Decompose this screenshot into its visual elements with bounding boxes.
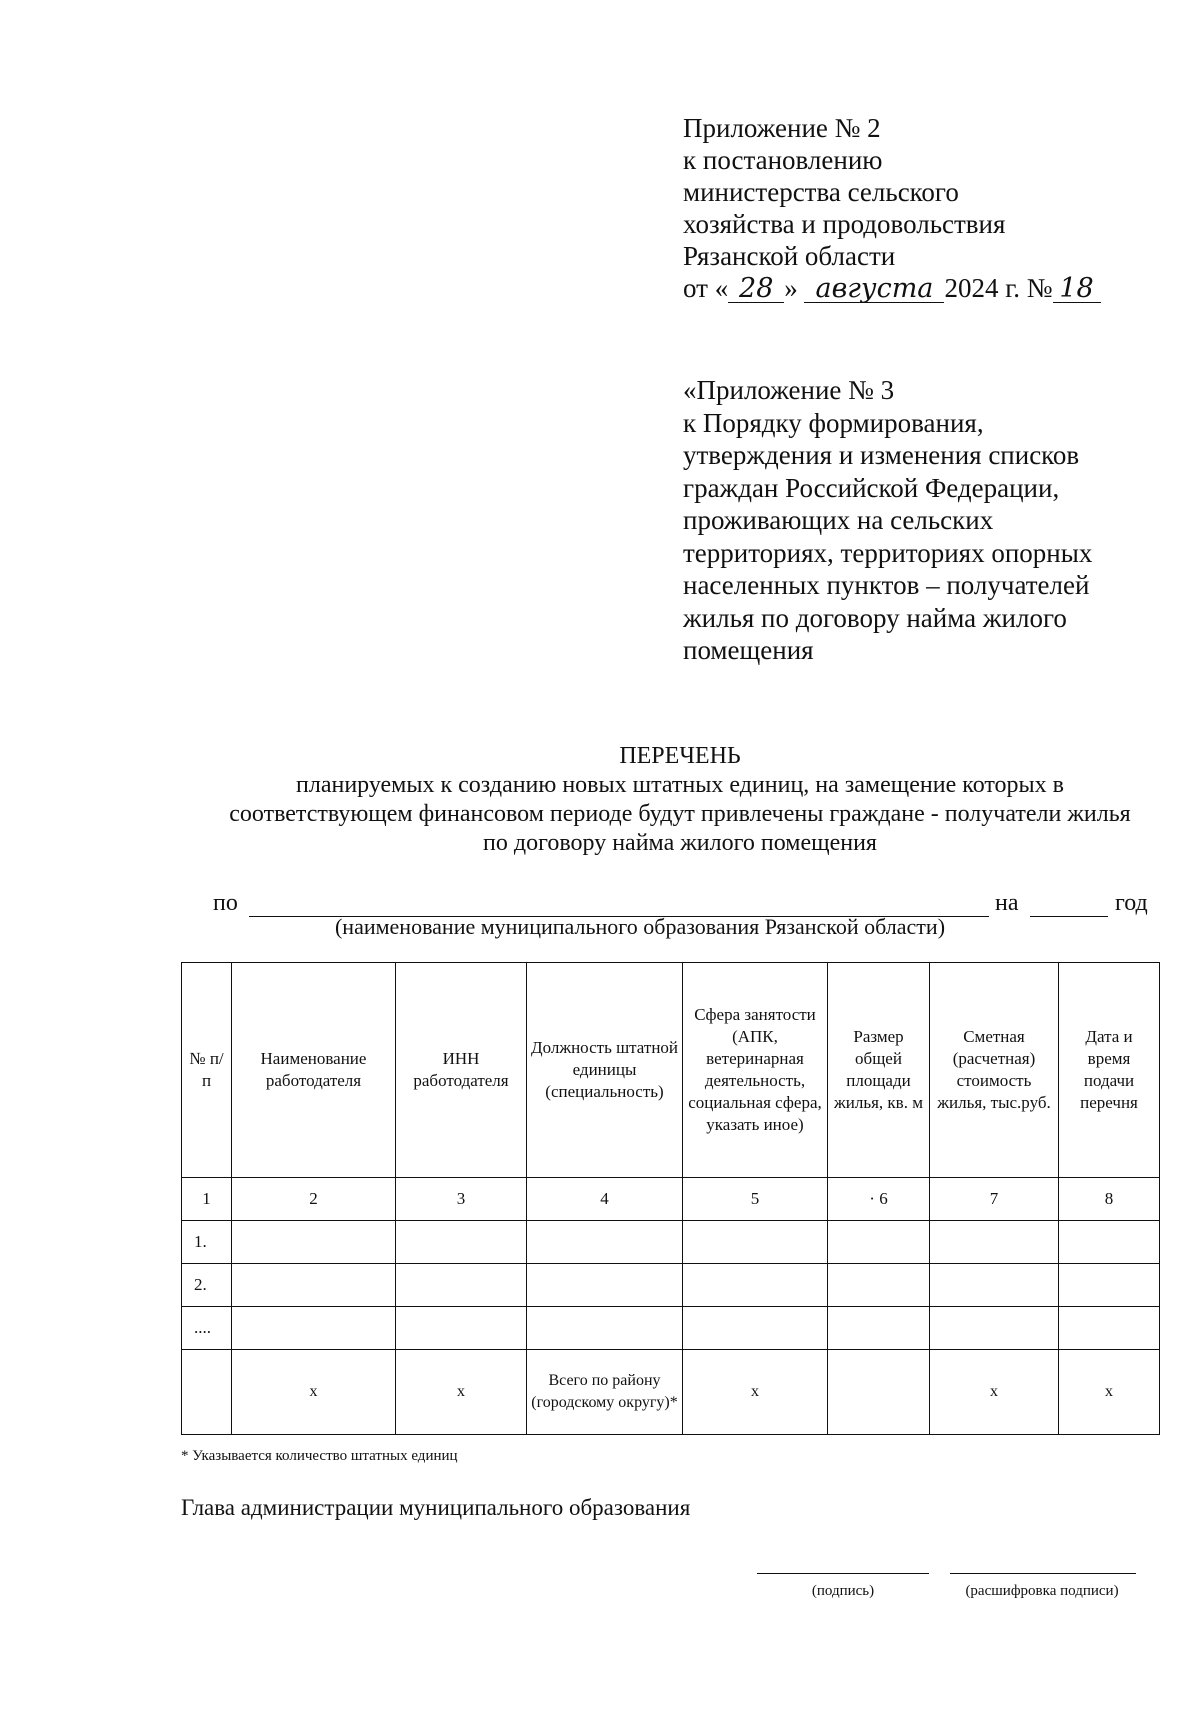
table-cell[interactable] <box>1059 1264 1160 1307</box>
signature-caption: (подпись) <box>811 1583 875 1599</box>
signatory-title: Глава администрации муниципального образования <box>181 1495 691 1520</box>
appendix-2-line: к постановлению <box>683 145 883 175</box>
table-cell[interactable] <box>527 1264 683 1307</box>
na-label: на <box>995 890 1019 916</box>
appendix-2-line: Приложение № 2 <box>683 113 881 143</box>
total-cell: х <box>396 1350 527 1435</box>
appendix-2-line: Рязанской области <box>683 241 896 271</box>
title-subline: соответствующем финансовом периоде будут привлечены граждане - получатели жилья <box>229 801 1131 827</box>
row-number: .... <box>182 1307 232 1350</box>
table-cell[interactable] <box>527 1307 683 1350</box>
handwritten-day: 28 <box>728 276 784 303</box>
table-cell[interactable] <box>828 1221 930 1264</box>
total-row <box>182 1350 1160 1435</box>
column-numbers-row <box>182 1178 1160 1221</box>
total-cell: х <box>930 1350 1059 1435</box>
signature-decode-blank[interactable] <box>950 1573 1136 1574</box>
column-number: 3 <box>396 1178 527 1221</box>
appendix-3-line: проживающих на сельских <box>683 505 994 535</box>
total-label: Всего по району (городскому округу)* <box>527 1350 683 1435</box>
appendix-3-line: к Порядку формирования, <box>683 407 984 438</box>
title-subline: планируемых к созданию новых штатных единиц, на замещение которых в <box>296 772 1064 798</box>
table-cell[interactable] <box>683 1264 828 1307</box>
header-cell-employer: Наименование работодателя <box>232 963 396 1178</box>
appendix-3-line: жилья по договору найма жилого <box>683 602 1067 633</box>
table-cell[interactable] <box>930 1264 1059 1307</box>
appendix-3-line: утверждения и изменения списков <box>683 440 1080 470</box>
column-number: 4 <box>527 1178 683 1221</box>
table-row <box>182 1307 1160 1350</box>
table-cell[interactable] <box>828 1264 930 1307</box>
document-title: ПЕРЕЧЕНЬ <box>619 743 741 769</box>
po-label: по <box>213 890 238 916</box>
table-row <box>182 1264 1160 1307</box>
total-cell: х <box>683 1350 828 1435</box>
appendix-2-line: хозяйства и продовольствия <box>683 209 1006 239</box>
table-cell[interactable] <box>1059 1221 1160 1264</box>
table-cell[interactable] <box>232 1221 396 1264</box>
municipality-caption: (наименование муниципального образования Рязанской области) <box>334 914 946 939</box>
handwritten-month: августа <box>804 276 944 303</box>
total-cell <box>182 1350 232 1435</box>
table-cell[interactable] <box>396 1264 527 1307</box>
god-label: год <box>1115 890 1148 916</box>
appendix-3-header <box>683 374 1153 667</box>
appendix-3-line: населенных пунктов – получателей <box>683 570 1090 600</box>
staff-units-table <box>181 962 1160 1435</box>
table-cell[interactable] <box>396 1221 527 1264</box>
handwritten-number: 18 <box>1053 276 1101 303</box>
appendix-2-line: министерства сельского <box>683 177 959 207</box>
column-number: 7 <box>930 1178 1059 1221</box>
column-number: · 6 <box>828 1178 930 1221</box>
appendix-3-line: «Приложение № 3 <box>683 375 895 405</box>
row-number: 1. <box>182 1221 232 1264</box>
table-cell[interactable] <box>232 1264 396 1307</box>
column-number: 2 <box>232 1178 396 1221</box>
header-cell-sphere: Сфера занятости (АПК, ветеринарная деятельность, социальная сфера, указать иное) <box>683 963 828 1178</box>
signature-decode-caption: (расшифровка подписи) <box>965 1583 1119 1599</box>
table-cell[interactable] <box>396 1307 527 1350</box>
footnote: * Указывается количество штатных единиц <box>181 1448 458 1464</box>
date-mid: » <box>784 273 798 303</box>
header-cell-cost: Сметная (расчетная) стоимость жилья, тыс.руб. <box>930 963 1059 1178</box>
row-number: 2. <box>182 1264 232 1307</box>
appendix-3-line: граждан Российской Федерации, <box>683 472 1060 503</box>
date-prefix: от « <box>683 273 729 303</box>
table-cell[interactable] <box>828 1307 930 1350</box>
title-subline: по договору найма жилого помещения <box>483 830 877 856</box>
total-cell[interactable] <box>828 1350 930 1435</box>
signature-blank[interactable] <box>757 1573 929 1574</box>
header-cell-number: № п/п <box>182 963 232 1178</box>
table-header-row <box>182 963 1160 1178</box>
appendix-2-header <box>683 112 1163 304</box>
header-cell-position: Должность штатной единицы (специальность) <box>527 963 683 1178</box>
year-blank[interactable] <box>1030 916 1108 917</box>
table-cell[interactable] <box>527 1221 683 1264</box>
total-cell: х <box>232 1350 396 1435</box>
column-number: 1 <box>182 1178 232 1221</box>
table-cell[interactable] <box>683 1221 828 1264</box>
header-cell-area: Размер общей площади жилья, кв. м <box>828 963 930 1178</box>
header-cell-date: Дата и время подачи перечня <box>1059 963 1160 1178</box>
table-cell[interactable] <box>930 1307 1059 1350</box>
date-line <box>683 272 1163 304</box>
table-cell[interactable] <box>232 1307 396 1350</box>
appendix-3-line: территориях, территориях опорных <box>683 537 1093 568</box>
table-cell[interactable] <box>930 1221 1059 1264</box>
table-cell[interactable] <box>683 1307 828 1350</box>
table-row <box>182 1221 1160 1264</box>
table-cell[interactable] <box>1059 1307 1160 1350</box>
header-cell-inn: ИНН работодателя <box>396 963 527 1178</box>
column-number: 8 <box>1059 1178 1160 1221</box>
column-number: 5 <box>683 1178 828 1221</box>
appendix-3-line: помещения <box>683 635 814 665</box>
year-text: 2024 г. № <box>944 273 1053 303</box>
total-cell: х <box>1059 1350 1160 1435</box>
